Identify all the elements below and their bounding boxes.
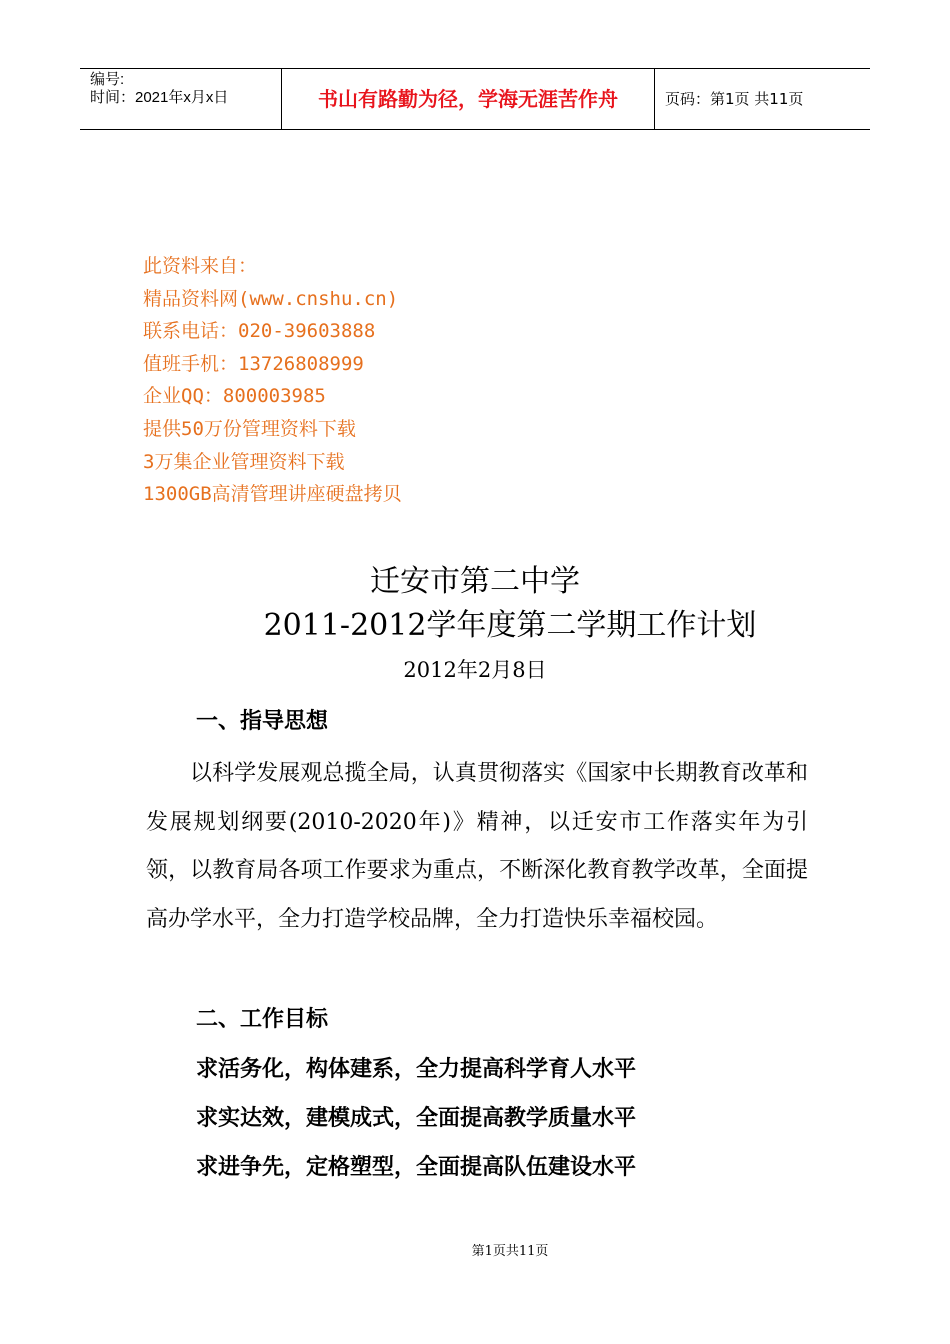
source-line: 提供50万份管理资料下载 — [143, 417, 356, 440]
goal-item: 求进争先，定格塑型，全面提高队伍建设水平 — [196, 1155, 637, 1180]
page-footer: 第1页共11页 — [471, 1244, 549, 1259]
header-motto: 书山有路勤为径，学海无涯苦作舟 — [282, 69, 655, 129]
section-body-guiding-thought — [146, 750, 808, 944]
document-title-plan: 2011-2012学年度第二学期工作计划 — [263, 608, 757, 643]
source-line: 企业QQ：800003985 — [143, 385, 326, 408]
header-page-info: 页码：第1页 共11页 — [665, 90, 804, 108]
document-date: 2012年2月8日 — [403, 658, 547, 682]
time-label: 时间：2021年x月x日 — [90, 89, 229, 106]
section-heading-guiding-thought: 一、指导思想 — [196, 709, 329, 734]
source-line: 精品资料网(www.cnshu.cn) — [143, 287, 399, 310]
document-title-school: 迁安市第二中学 — [370, 564, 580, 599]
header-table — [80, 68, 870, 130]
paragraph: 以科学发展观总揽全局，认真贯彻落实《国家中长期教育改革和发展规划纲要(2010-2020年)》精神，以迁安市工作落实年为引领，以教育局各项工作要求为重点，不断深化教育教学改革，全面提高办学水平，全力打造学校品牌，全力打造快乐幸福校园。 — [146, 761, 808, 932]
source-line: 值班手机：13726808999 — [143, 352, 364, 375]
source-line: 联系电话：020-39603888 — [143, 320, 376, 343]
header-meta-cell — [80, 69, 282, 129]
source-line: 1300GB高清管理讲座硬盘拷贝 — [143, 483, 402, 506]
number-label: 编号: — [90, 71, 125, 88]
section-heading-work-goals: 二、工作目标 — [196, 1007, 329, 1032]
goal-item: 求实达效，建模成式，全面提高教学质量水平 — [196, 1106, 637, 1131]
goal-item: 求活务化，构体建系，全力提高科学育人水平 — [196, 1057, 637, 1082]
source-line: 3万集企业管理资料下载 — [143, 450, 345, 473]
source-line: 此资料来自： — [143, 255, 258, 277]
source-info-block — [143, 250, 402, 511]
